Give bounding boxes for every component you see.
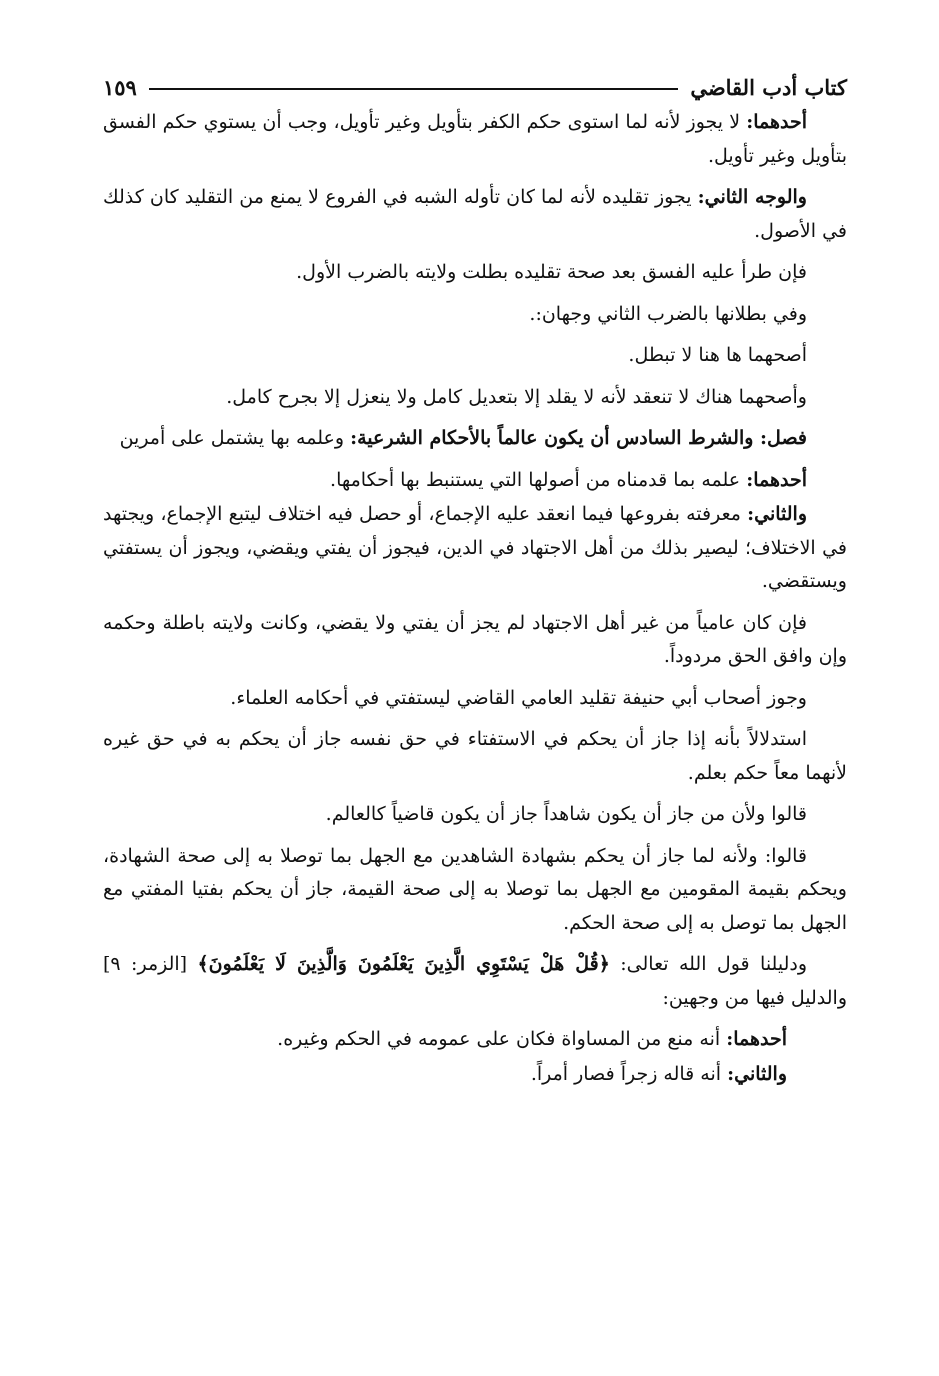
page-number: ١٥٩ xyxy=(103,74,137,100)
page-body xyxy=(103,106,847,1099)
paragraph xyxy=(103,106,847,173)
section-heading: فصل: والشرط السادس أن يكون عالماً بالأحكام الشرعية: xyxy=(350,427,807,449)
paragraph xyxy=(103,1023,847,1057)
paragraph xyxy=(103,464,847,498)
paragraph xyxy=(103,181,847,248)
paragraph-lead: أحدهما: xyxy=(746,111,807,133)
quran-verse: ﴿قُلْ هَلْ يَسْتَوِي الَّذِينَ يَعْلَمُونَ وَالَّذِينَ لَا يَعْلَمُونَ﴾ xyxy=(197,953,610,975)
paragraph-text: أنه منع من المساواة فكان على عمومه في الحكم وغيره. xyxy=(277,1028,727,1050)
section-heading-paragraph xyxy=(103,422,847,456)
paragraph-text: فإن طرأ عليه الفسق بعد صحة تقليده بطلت ولايته بالضرب الأول. xyxy=(296,261,807,283)
paragraph xyxy=(103,256,847,290)
paragraph xyxy=(103,298,847,332)
paragraph xyxy=(103,339,847,373)
paragraph xyxy=(103,682,847,716)
paragraph xyxy=(103,498,847,599)
paragraph-text: لا يجوز لأنه لما استوى حكم الكفر بتأويل وغير تأويل، وجب أن يستوي حكم الفسق بتأويل وغير تأويل. xyxy=(103,111,847,167)
paragraph-text: استدلالاً بأنه إذا جاز أن يحكم في الاستفتاء في حق نفسه جاز أن يحكم به في حق غيره لأنهما معاً حكم بعلم. xyxy=(103,728,847,784)
paragraph-text: يجوز تقليده لأنه لما كان تأوله الشبه في الفروع لا يمنع من التقليد كان كذلك في الأصول. xyxy=(103,186,847,242)
paragraph xyxy=(103,1058,847,1092)
paragraph-text: قالوا ولأن من جاز أن يكون شاهداً جاز أن يكون قاضياً كالعالم. xyxy=(325,803,807,825)
header-rule xyxy=(149,88,678,90)
paragraph-text: أصحهما ها هنا لا تبطل. xyxy=(628,344,807,366)
paragraph xyxy=(103,840,847,941)
paragraph-text: وأصحهما هناك لا تنعقد لأنه لا يقلد إلا بتعديل كامل ولا ينعزل إلا بجرح كامل. xyxy=(226,385,807,408)
paragraph-text: ودليلنا قول الله تعالى: xyxy=(609,953,807,975)
paragraph-lead: والثاني: xyxy=(727,1062,787,1085)
paragraph-text: وجوز أصحاب أبي حنيفة تقليد العامي القاضي ليستفتي في أحكامه العلماء. xyxy=(230,686,807,709)
paragraph-text: وفي بطلانها بالضرب الثاني وجهان:. xyxy=(529,302,807,325)
paragraph-text-after: [الزمر: ٩] والدليل فيها من وجهين: xyxy=(103,953,847,1009)
paragraph-text: قالوا: ولأنه لما جاز أن يحكم بشهادة الشاهدين مع الجهل بما توصلا به إلى صحة الشهادة، ويحكم بقيمة المقومين مع الجهل بما توصلا به إلى صحة القيمة، جاز أن يحكم بفتيا المفتي مع الجهل بما توصل به إلى صحة الحكم. xyxy=(103,844,847,934)
paragraph-text: علمه بما قدمناه من أصولها التي يستنبط بها أحكامها. xyxy=(330,468,747,491)
page-header xyxy=(103,70,847,104)
paragraph-text: أنه قاله زجراً فصار أمراً. xyxy=(530,1062,728,1085)
paragraph-text: معرفته بفروعها فيما انعقد عليه الإجماع، أو حصل فيه اختلاف ليتبع الإجماع، ويجتهد في الاختلاف؛ ليصير بذلك من أهل الاجتهاد في الدين، فيجوز أن يفتي ويقضي، ويجوز أن يستفتي ويستقضي. xyxy=(103,503,848,592)
paragraph xyxy=(103,948,847,1015)
book-title: كتاب أدب القاضي xyxy=(690,74,847,100)
paragraph xyxy=(103,798,847,832)
paragraph-lead: أحدهما: xyxy=(726,1028,787,1050)
paragraph xyxy=(103,607,847,674)
paragraph xyxy=(103,723,847,790)
paragraph-lead: والوجه الثاني: xyxy=(697,186,807,208)
paragraph-text: فإن كان عامياً من غير أهل الاجتهاد لم يجز أن يفتي ولا يقضي، وكانت ولايته باطلة وحكمه وإن وافق الحق مردوداً. xyxy=(103,611,847,667)
paragraph-text: وعلمه بها يشتمل على أمرين xyxy=(119,427,351,449)
paragraph-lead: والثاني: xyxy=(747,503,807,525)
paragraph-lead: أحدهما: xyxy=(746,468,807,491)
paragraph xyxy=(103,381,847,415)
